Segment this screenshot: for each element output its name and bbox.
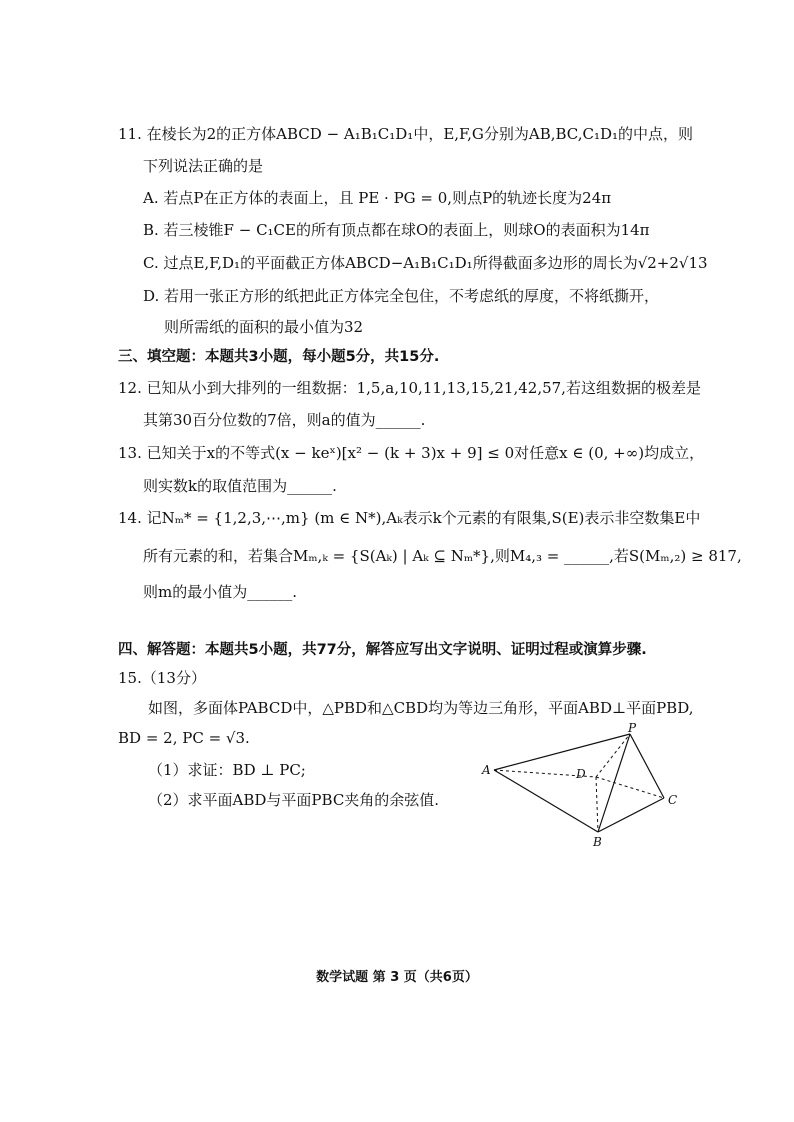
q13-line1: 13. 已知关于x的不等式(x − keˣ)[x² − (k + 3)x + 9] ≤ 0对任意x ∈ (0, +∞)均成立，: [118, 444, 705, 462]
q15-part1: （1）求证：BD ⊥ PC;: [148, 761, 306, 779]
label-d: D: [576, 767, 586, 781]
q11-option-b: B. 若三棱锥F − C₁CE的所有顶点都在球O的表面上，则球O的表面积为14π: [143, 221, 650, 239]
edge-dp-hidden: [596, 734, 630, 777]
q14-line2: 所有元素的和，若集合Mₘ,ₖ = {S(Aₖ) | Aₖ ⊆ Nₘ*},则M₄,₃ = ______,若S(Mₘ,₂) ≥ 817,: [143, 547, 742, 565]
q15-number: 15.（13分）: [118, 669, 206, 687]
q11-stem-line1: 11. 在棱长为2的正方体ABCD − A₁B₁C₁D₁中，E,F,G分别为AB,BC,C₁D₁的中点，则: [118, 125, 694, 143]
edge-db-hidden: [596, 777, 598, 832]
section3-heading: 三、填空题：本题共3小题，每小题5分，共15分.: [118, 349, 440, 365]
label-a: A: [482, 763, 491, 777]
q12-line1: 12. 已知从小到大排列的一组数据：1,5,a,10,11,13,15,21,42,57,若这组数据的极差是: [118, 379, 701, 397]
label-c: C: [668, 793, 678, 807]
q11-stem-line2: 下列说法正确的是: [143, 157, 264, 175]
q11-option-d-line1: D. 若用一张正方形的纸把此正方体完全包住，不考虑纸的厚度，不将纸撕开，: [143, 287, 660, 305]
q15-part2: （2）求平面ABD与平面PBC夹角的余弦值.: [148, 791, 440, 809]
page-footer: 数学试题 第 3 页（共6页）: [316, 970, 478, 985]
polyhedron-figure: [478, 722, 698, 852]
q14-line3: 则m的最小值为______.: [143, 583, 297, 601]
q11-option-a: A. 若点P在正方体的表面上，且 PE · PG = 0,则点P的轨迹长度为24π: [143, 189, 612, 207]
section4-heading: 四、解答题：本题共5小题，共77分，解答应写出文字说明、证明过程或演算步骤.: [118, 642, 647, 658]
q13-line2: 则实数k的取值范围为______.: [143, 477, 337, 495]
q11-option-d-line2: 则所需纸的面积的最小值为32: [164, 318, 364, 336]
edge-ap: [494, 734, 630, 770]
label-p: P: [628, 722, 637, 735]
edge-pc: [630, 734, 664, 798]
q14-line1: 14. 记Nₘ* = {1,2,3,⋯,m} (m ∈ N*),Aₖ表示k个元素的有限集,S(E)表示非空数集E中: [118, 509, 701, 527]
label-b: B: [593, 835, 602, 849]
edge-dc-hidden: [596, 777, 664, 798]
q11-option-c: C. 过点E,F,D₁的平面截正方体ABCD−A₁B₁C₁D₁所得截面多边形的周长为√2+2√13: [143, 254, 708, 272]
q15-line1: 如图，多面体PABCD中，△PBD和△CBD均为等边三角形，平面ABD⊥平面PBD,: [148, 699, 694, 717]
q12-line2: 其第30百分位数的7倍，则a的值为______.: [143, 411, 426, 429]
q15-line2: BD = 2, PC = √3.: [118, 729, 250, 747]
